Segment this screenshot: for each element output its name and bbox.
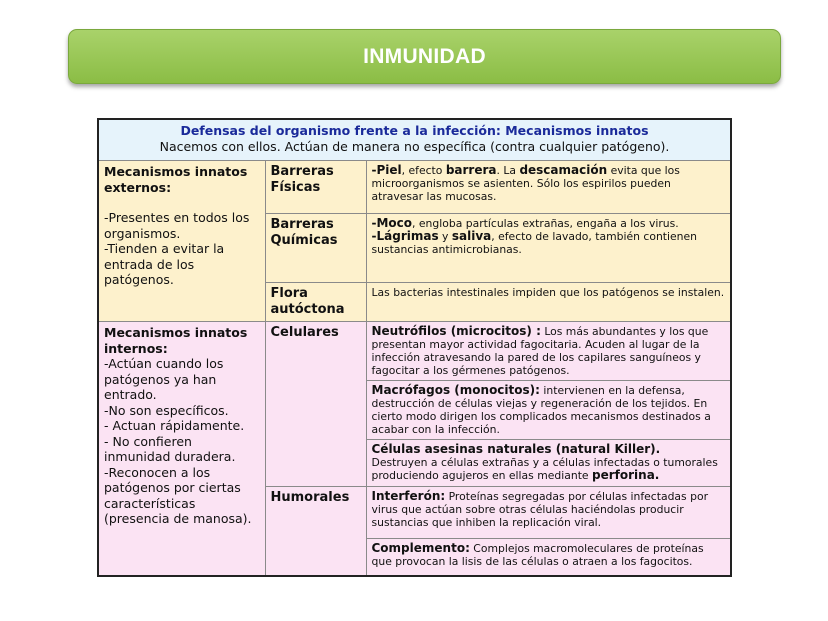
entry-lead: Neutrófilos (microcitos) : <box>371 324 541 338</box>
category-native-flora: Flora autóctona <box>265 283 366 322</box>
entry-lead: Complemento: <box>371 541 470 555</box>
category-humoral: Humorales <box>265 487 366 577</box>
category-physical-barriers: Barreras Físicas <box>265 161 366 214</box>
text: . La <box>496 164 520 177</box>
immunity-table <box>97 118 732 577</box>
bold-text: barrera <box>445 163 497 177</box>
category-cellular: Celulares <box>265 322 366 487</box>
physical-barriers-desc <box>366 161 731 214</box>
internal-point: -Actúan cuando los patógenos ya han entrado. <box>104 356 224 402</box>
chemical-line <box>372 230 726 256</box>
complement-desc <box>366 539 731 577</box>
external-point: -Tienden a evitar la entrada de los patógenos. <box>104 241 225 287</box>
entry-text: Los más abundantes y los que presentan mayor actividad fagocitaria. Acuden al lugar de la infección atravesando la pared de los capilares sanguíneos y fagocitar a los gérmenes patógenos. <box>371 325 709 377</box>
entry-lead: Células asesinas naturales (natural Killer). <box>371 442 661 456</box>
neutrophils-desc <box>366 322 731 381</box>
native-flora-desc <box>366 283 731 322</box>
entry-text: intervienen en la defensa, destrucción de células viejas y regeneración de los tejidos. En cierto modo dirigen los complicados mecanismos destinados a acabar con la infección. <box>371 384 711 436</box>
entry-text: Proteínas segregadas por células infectadas por virus que actúan sobre otras células haciéndolas producir sustancias que inhiben la replicación viral. <box>371 490 709 529</box>
category-chemical-barriers: Barreras Químicas <box>265 214 366 283</box>
table-header-title: Defensas del organismo frente a la infección: Mecanismos innatos <box>180 123 649 138</box>
external-mechanisms-cell <box>98 161 265 322</box>
bold-text: -Piel <box>371 163 402 177</box>
table-header-subtitle: Nacemos con ellos. Actúan de manera no específica (contra cualquier patógeno). <box>159 139 670 154</box>
text: , engloba partículas extrañas, engaña a los virus. <box>412 217 679 230</box>
internal-point: -Reconocen a los patógenos por ciertas características (presencia de manosa). <box>104 464 252 526</box>
entry-text: Complejos macromoleculares de proteínas que provocan la lisis de las células o atraen a los fagocitos. <box>371 542 704 568</box>
text: , efecto de lavado, también contienen sustancias antimicrobianas. <box>371 230 698 256</box>
entry-lead: Macrófagos (monocitos): <box>371 383 540 397</box>
nk-cells-desc <box>366 440 731 487</box>
bold-text: descamación <box>519 163 608 177</box>
interferon-desc <box>366 487 731 539</box>
macrophages-desc <box>366 381 731 440</box>
external-title: Mecanismos innatos externos: <box>104 164 248 195</box>
entry-lead: Interferón: <box>371 489 446 503</box>
internal-title: Mecanismos innatos internos: <box>104 325 248 356</box>
bold-text: -Lágrimas <box>371 229 439 243</box>
entry-tail: perforina. <box>592 468 660 482</box>
text: Las bacterias intestinales impiden que los patógenos se instalen. <box>371 286 725 299</box>
internal-point: -No son específicos. <box>104 402 229 418</box>
banner-title: INMUNIDAD <box>363 44 486 68</box>
internal-point: - Actuan rápidamente. <box>104 418 245 433</box>
internal-point: - No confieren inmunidad duradera. <box>104 433 236 464</box>
title-banner <box>68 29 781 84</box>
table-header <box>98 119 731 161</box>
text: , efecto <box>401 164 446 177</box>
text: y <box>438 230 452 243</box>
external-point: -Presentes en todos los organismos. <box>104 210 250 241</box>
chemical-barriers-desc <box>366 214 731 283</box>
bold-text: saliva <box>451 229 492 243</box>
bold-text: -Moco <box>371 216 413 230</box>
entry-text: Destruyen a células extrañas y a células infectadas o tumorales produciendo agujeros en ellas mediante <box>371 456 718 482</box>
text: evita que los microorganismos se asienten. Sólo los espirilos pueden atravesar las mucosas. <box>371 164 680 203</box>
internal-mechanisms-cell <box>98 322 265 577</box>
